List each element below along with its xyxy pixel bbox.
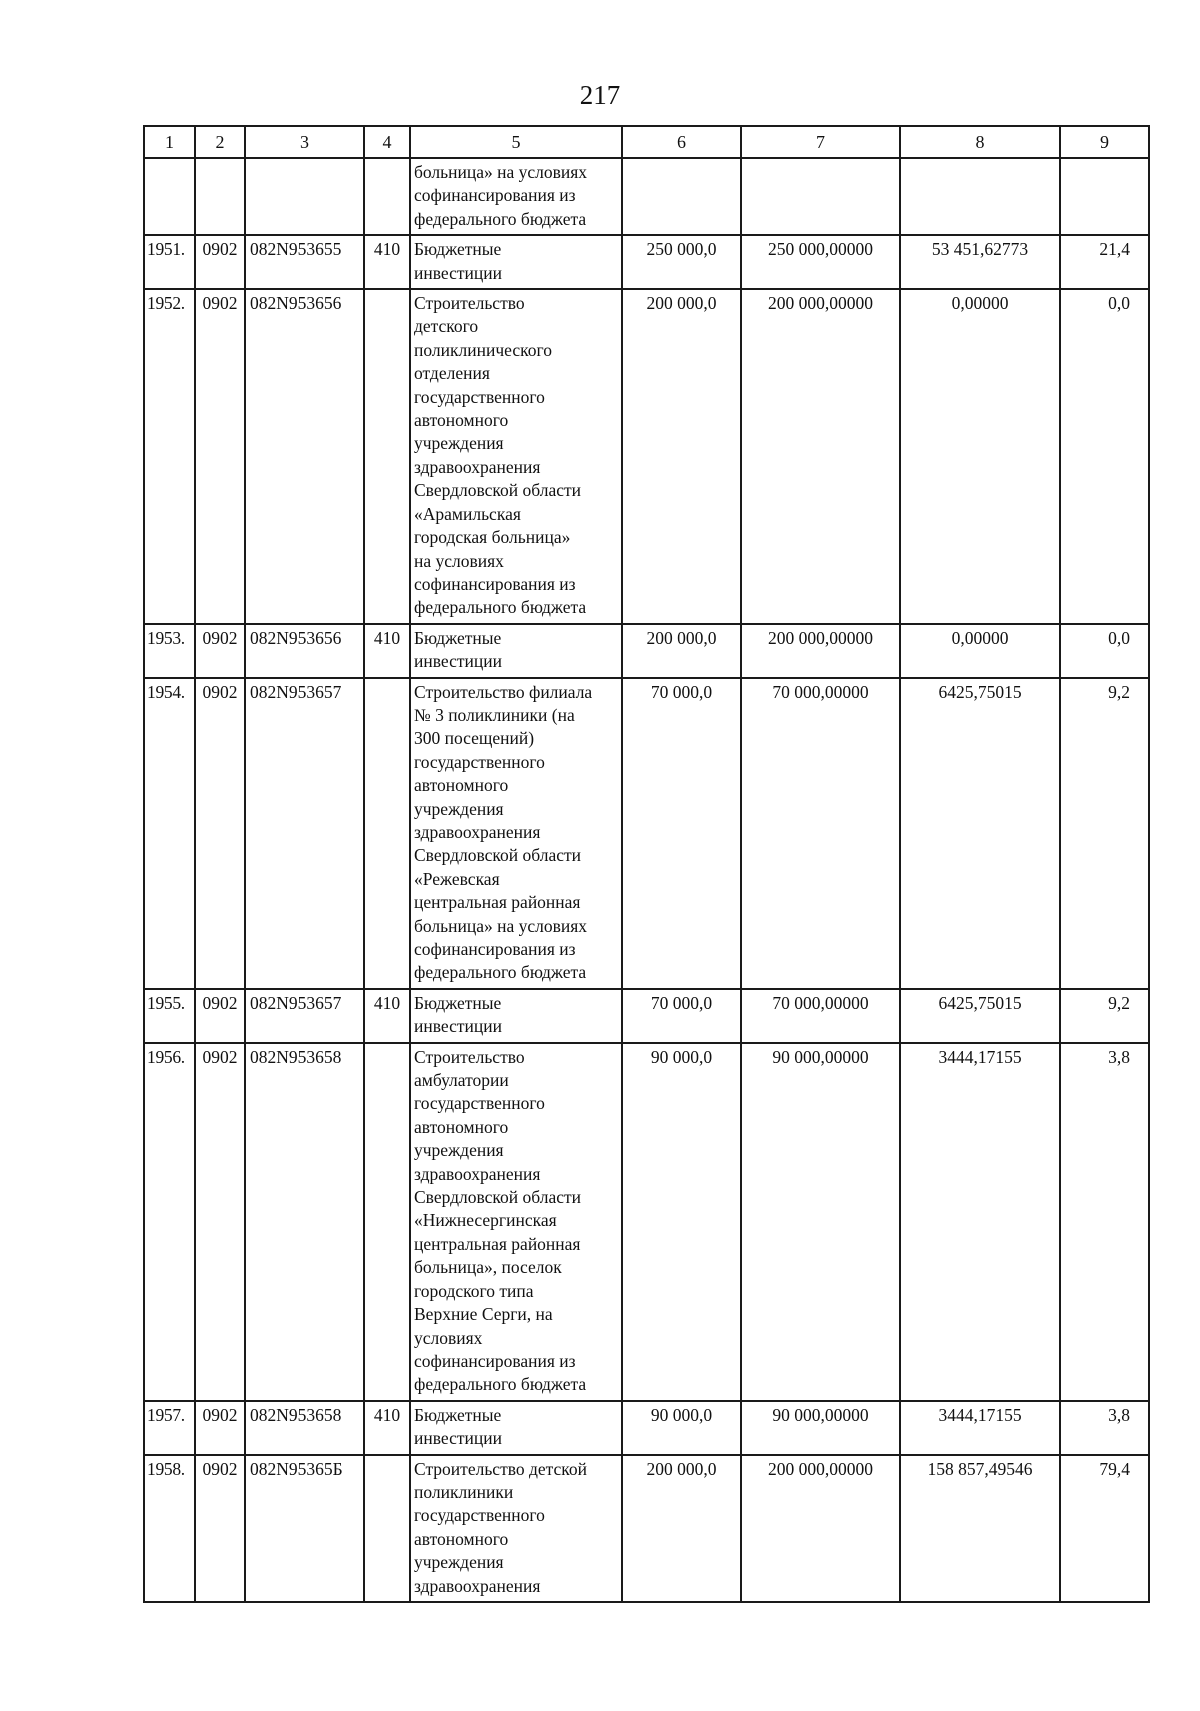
amount-cell: 200 000,00000 bbox=[741, 289, 900, 624]
table-row bbox=[144, 289, 1149, 624]
description-line: № 3 поликлиники (на bbox=[414, 704, 575, 725]
expense-type-cell bbox=[364, 158, 410, 235]
executed-cell: 3444,17155 bbox=[900, 1043, 1060, 1401]
description-cell bbox=[410, 235, 622, 289]
header-cell: 6 bbox=[622, 126, 741, 158]
description-line: здравоохранения bbox=[414, 1575, 541, 1596]
percent-cell: 3,8 bbox=[1060, 1401, 1149, 1455]
description-line: Строительство bbox=[414, 293, 525, 314]
table-header-row bbox=[144, 126, 1149, 158]
description-line: Свердловской области bbox=[414, 1187, 582, 1208]
target-code-cell: 082N953656 bbox=[245, 624, 364, 678]
row-number-cell: 1955. bbox=[144, 989, 195, 1043]
header-cell: 1 bbox=[144, 126, 195, 158]
header-cell: 5 bbox=[410, 126, 622, 158]
table-row bbox=[144, 1401, 1149, 1455]
expense-type-cell: 410 bbox=[364, 624, 410, 678]
description-line: больница», поселок bbox=[414, 1257, 562, 1278]
description-line: здравоохранения bbox=[414, 821, 541, 842]
description-cell bbox=[410, 624, 622, 678]
table-body bbox=[144, 126, 1149, 1602]
executed-cell: 6425,75015 bbox=[900, 678, 1060, 989]
section-code-cell: 0902 bbox=[195, 1043, 245, 1401]
percent-cell: 79,4 bbox=[1060, 1455, 1149, 1602]
amount-cell: 200 000,00000 bbox=[741, 624, 900, 678]
description-line: условиях bbox=[414, 1327, 483, 1348]
description-cell bbox=[410, 158, 622, 235]
table-row bbox=[144, 1455, 1149, 1602]
description-line: отделения bbox=[414, 363, 490, 384]
executed-cell: 0,00000 bbox=[900, 289, 1060, 624]
section-code-cell bbox=[195, 158, 245, 235]
row-number-cell: 1954. bbox=[144, 678, 195, 989]
description-line: софинансирования из bbox=[414, 573, 576, 594]
description-line: поликлинического bbox=[414, 339, 552, 360]
description-line: автономного bbox=[414, 775, 509, 796]
description-line: инвестиции bbox=[414, 1428, 502, 1449]
plan-cell: 200 000,0 bbox=[622, 289, 741, 624]
description-line: на условиях bbox=[414, 550, 504, 571]
page-number: 217 bbox=[579, 80, 621, 110]
plan-cell: 90 000,0 bbox=[622, 1401, 741, 1455]
description-line: автономного bbox=[414, 1116, 509, 1137]
description-line: государственного bbox=[414, 751, 545, 772]
section-code-cell: 0902 bbox=[195, 624, 245, 678]
expense-type-cell bbox=[364, 1455, 410, 1602]
amount-cell bbox=[741, 158, 900, 235]
target-code-cell: 082N953658 bbox=[245, 1401, 364, 1455]
row-number-cell bbox=[144, 158, 195, 235]
description-cell bbox=[410, 989, 622, 1043]
description-line: Бюджетные bbox=[414, 627, 502, 648]
description-line: автономного bbox=[414, 1528, 509, 1549]
description-cell bbox=[410, 678, 622, 989]
header-cell: 9 bbox=[1060, 126, 1149, 158]
description-line: Верхние Серги, на bbox=[414, 1304, 553, 1325]
header-cell: 4 bbox=[364, 126, 410, 158]
plan-cell: 70 000,0 bbox=[622, 678, 741, 989]
row-number-cell: 1952. bbox=[144, 289, 195, 624]
row-number-cell: 1951. bbox=[144, 235, 195, 289]
plan-cell: 200 000,0 bbox=[622, 1455, 741, 1602]
percent-cell: 0,0 bbox=[1060, 289, 1149, 624]
percent-cell: 9,2 bbox=[1060, 678, 1149, 989]
description-line: детского bbox=[414, 316, 479, 337]
executed-cell: 6425,75015 bbox=[900, 989, 1060, 1043]
section-code-cell: 0902 bbox=[195, 235, 245, 289]
target-code-cell: 082N953657 bbox=[245, 678, 364, 989]
description-line: инвестиции bbox=[414, 651, 502, 672]
section-code-cell: 0902 bbox=[195, 1401, 245, 1455]
description-line: Строительство филиала bbox=[414, 681, 593, 702]
description-line: софинансирования из bbox=[414, 1350, 576, 1371]
description-line: «Нижнесергинская bbox=[414, 1210, 557, 1231]
description-cell bbox=[410, 1043, 622, 1401]
description-line: государственного bbox=[414, 1093, 545, 1114]
table-row bbox=[144, 235, 1149, 289]
amount-cell: 90 000,00000 bbox=[741, 1401, 900, 1455]
description-line: автономного bbox=[414, 410, 509, 431]
description-line: больница» на условиях bbox=[414, 915, 588, 936]
row-number-cell: 1956. bbox=[144, 1043, 195, 1401]
expense-type-cell: 410 bbox=[364, 235, 410, 289]
header-cell: 3 bbox=[245, 126, 364, 158]
section-code-cell: 0902 bbox=[195, 1455, 245, 1602]
section-code-cell: 0902 bbox=[195, 289, 245, 624]
description-line: софинансирования из bbox=[414, 939, 576, 959]
target-code-cell: 082N953658 bbox=[245, 1043, 364, 1401]
description-line: Строительство детской bbox=[414, 1458, 588, 1479]
table-row bbox=[144, 1043, 1149, 1401]
amount-cell: 70 000,00000 bbox=[741, 678, 900, 989]
percent-cell: 3,8 bbox=[1060, 1043, 1149, 1401]
description-line: государственного bbox=[414, 1505, 545, 1526]
table-row bbox=[144, 678, 1149, 989]
description-line: софинансирования из bbox=[414, 185, 576, 206]
section-code-cell: 0902 bbox=[195, 678, 245, 989]
description-line: больница» на условиях bbox=[414, 162, 588, 182]
amount-cell: 200 000,00000 bbox=[741, 1455, 900, 1602]
target-code-cell: 082N953655 bbox=[245, 235, 364, 289]
plan-cell: 200 000,0 bbox=[622, 624, 741, 678]
percent-cell: 0,0 bbox=[1060, 624, 1149, 678]
description-line: амбулатории bbox=[414, 1070, 509, 1091]
executed-cell: 158 857,49546 bbox=[900, 1455, 1060, 1602]
description-line: поликлиники bbox=[414, 1481, 514, 1502]
target-code-cell: 082N95365Б bbox=[245, 1455, 364, 1602]
target-code-cell: 082N953656 bbox=[245, 289, 364, 624]
percent-cell bbox=[1060, 158, 1149, 235]
header-cell: 8 bbox=[900, 126, 1060, 158]
expense-type-cell bbox=[364, 1043, 410, 1401]
section-code-cell: 0902 bbox=[195, 989, 245, 1043]
amount-cell: 70 000,00000 bbox=[741, 989, 900, 1043]
description-line: Бюджетные bbox=[414, 239, 502, 260]
description-line: 300 посещений) bbox=[414, 728, 535, 749]
description-line: Бюджетные bbox=[414, 992, 502, 1013]
expense-type-cell bbox=[364, 678, 410, 989]
description-line: учреждения bbox=[414, 1552, 504, 1573]
description-line: федерального бюджета bbox=[414, 597, 587, 618]
executed-cell: 0,00000 bbox=[900, 624, 1060, 678]
percent-cell: 9,2 bbox=[1060, 989, 1149, 1043]
description-line: здравоохранения bbox=[414, 1163, 541, 1184]
description-line: Строительство bbox=[414, 1046, 525, 1067]
table-row bbox=[144, 158, 1149, 235]
description-line: учреждения bbox=[414, 798, 504, 819]
description-cell bbox=[410, 1401, 622, 1455]
header-cell: 2 bbox=[195, 126, 245, 158]
description-line: центральная районная bbox=[414, 1233, 581, 1254]
description-line: Свердловской области bbox=[414, 845, 582, 866]
expense-type-cell: 410 bbox=[364, 989, 410, 1043]
executed-cell: 53 451,62773 bbox=[900, 235, 1060, 289]
description-line: инвестиции bbox=[414, 1016, 502, 1037]
amount-cell: 90 000,00000 bbox=[741, 1043, 900, 1401]
description-line: «Арамильская bbox=[414, 503, 521, 524]
row-number-cell: 1958. bbox=[144, 1455, 195, 1602]
expense-type-cell: 410 bbox=[364, 1401, 410, 1455]
description-cell bbox=[410, 1455, 622, 1602]
plan-cell: 90 000,0 bbox=[622, 1043, 741, 1401]
description-line: городского типа bbox=[414, 1280, 534, 1301]
table-row bbox=[144, 624, 1149, 678]
description-line: инвестиции bbox=[414, 262, 502, 283]
description-line: центральная районная bbox=[414, 892, 581, 913]
description-line: учреждения bbox=[414, 1140, 504, 1161]
table-row bbox=[144, 989, 1149, 1043]
description-line: федерального бюджета bbox=[414, 962, 587, 983]
description-line: учреждения bbox=[414, 433, 504, 454]
percent-cell: 21,4 bbox=[1060, 235, 1149, 289]
description-line: федерального бюджета bbox=[414, 208, 587, 229]
description-line: федерального бюджета bbox=[414, 1374, 587, 1395]
target-code-cell: 082N953657 bbox=[245, 989, 364, 1043]
plan-cell: 250 000,0 bbox=[622, 235, 741, 289]
description-line: государственного bbox=[414, 386, 545, 407]
header-cell: 7 bbox=[741, 126, 900, 158]
description-cell bbox=[410, 289, 622, 624]
target-code-cell bbox=[245, 158, 364, 235]
expense-type-cell bbox=[364, 289, 410, 624]
executed-cell: 3444,17155 bbox=[900, 1401, 1060, 1455]
row-number-cell: 1953. bbox=[144, 624, 195, 678]
row-number-cell: 1957. bbox=[144, 1401, 195, 1455]
description-line: здравоохранения bbox=[414, 456, 541, 477]
description-line: «Режевская bbox=[414, 868, 500, 889]
plan-cell bbox=[622, 158, 741, 235]
description-line: городская больница» bbox=[414, 527, 571, 548]
description-line: Бюджетные bbox=[414, 1404, 502, 1425]
budget-table bbox=[143, 125, 1150, 1603]
plan-cell: 70 000,0 bbox=[622, 989, 741, 1043]
description-line: Свердловской области bbox=[414, 480, 582, 501]
executed-cell bbox=[900, 158, 1060, 235]
amount-cell: 250 000,00000 bbox=[741, 235, 900, 289]
